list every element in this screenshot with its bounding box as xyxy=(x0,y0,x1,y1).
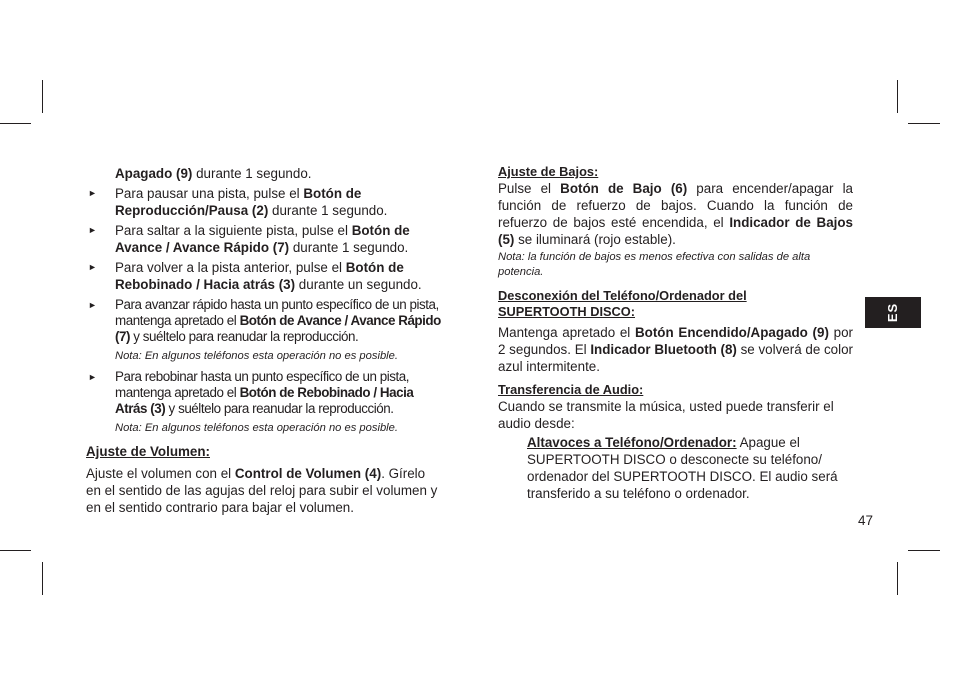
crop-mark xyxy=(0,550,31,551)
volume-paragraph: Ajuste el volumen con el Control de Volumen (4). Gírelo en el sentido de las agujas del reloj para subir el volumen y en el sentido contrario para bajar el volumen. xyxy=(86,466,438,515)
bullet-arrow-icon: ► xyxy=(88,372,97,382)
bass-note: Nota: la función de bajos es menos efectiva con salidas de alta potencia. xyxy=(498,251,811,278)
volume-heading: Ajuste de Volumen: xyxy=(86,444,210,459)
bullet-item: ► Para rebobinar hasta un punto específico de un pista, mantenga apretado el Botón de Rebobinado / Hacia Atrás (3) y suéltelo para reanudar la reproducción. Nota: En algunos teléfonos esta operación no es posible. xyxy=(86,369,442,436)
transfer-paragraph: Cuando se transmite la música, usted puede transferir el audio desde: xyxy=(498,399,834,431)
crop-mark xyxy=(42,80,43,113)
crop-mark xyxy=(897,80,898,113)
left-column xyxy=(86,165,442,516)
crop-mark xyxy=(908,123,940,124)
transfer-sub-paragraph: Altavoces a Teléfono/Ordenador: Apague el SUPERTOOTH DISCO o desconecte su teléfono/ ordenador del SUPERTOOTH DISCO. El audio será transferido a su teléfono o ordenador. xyxy=(527,435,838,501)
bullet-arrow-icon: ► xyxy=(88,225,97,235)
note-text: Nota: En algunos teléfonos esta operación no es posible. xyxy=(115,350,398,362)
bullet-arrow-icon: ► xyxy=(88,262,97,272)
bullet-item: ► Para saltar a la siguiente pista, pulse el Botón de Avance / Avance Rápido (7) durante 1 segundo. xyxy=(88,223,410,255)
continued-line: Apagado (9) durante 1 segundo. xyxy=(115,166,312,181)
crop-mark xyxy=(908,550,940,551)
bullet-item: ► Para avanzar rápido hasta un punto específico de un pista, mantenga apretado el Botón de Avance / Avance Rápido (7) y suéltelo para reanudar la reproducción. Nota: En algunos teléfonos esta operación no es posible. xyxy=(88,297,441,362)
right-column xyxy=(498,163,853,502)
crop-mark xyxy=(0,123,31,124)
transfer-heading: Transferencia de Audio: xyxy=(498,382,644,397)
disconnect-paragraph: Mantenga apretado el Botón Encendido/Apagado (9) por 2 segundos. El Indicador Bluetooth (8) se volverá de color azul intermitente. xyxy=(498,325,854,374)
crop-mark xyxy=(42,562,43,595)
bullet-item: ► Para volver a la pista anterior, pulse el Botón de Rebobinado / Hacia atrás (3) durante un segundo. xyxy=(88,260,422,292)
disconnect-heading: Desconexión del Teléfono/Ordenador del SUPERTOOTH DISCO: xyxy=(498,288,747,319)
page-number: 47 xyxy=(858,513,874,528)
crop-mark xyxy=(897,562,898,595)
bullet-arrow-icon: ► xyxy=(88,300,97,310)
bullet-item: ► Para pausar una pista, pulse el Botón de Reproducción/Pausa (2) durante 1 segundo. xyxy=(88,186,388,218)
bullet-arrow-icon: ► xyxy=(88,188,97,198)
note-text: Nota: En algunos teléfonos esta operación no es posible. xyxy=(115,422,398,434)
language-tab: ES xyxy=(865,297,921,328)
bass-paragraph: Pulse el Botón de Bajo (6) para encender/apagar la función de refuerzo de bajos. Cuando la función de refuerzo de bajos esté encendida, el Indicador de Bajos (5) se iluminará (rojo estable). xyxy=(498,181,854,247)
bass-heading: Ajuste de Bajos: xyxy=(498,164,599,179)
